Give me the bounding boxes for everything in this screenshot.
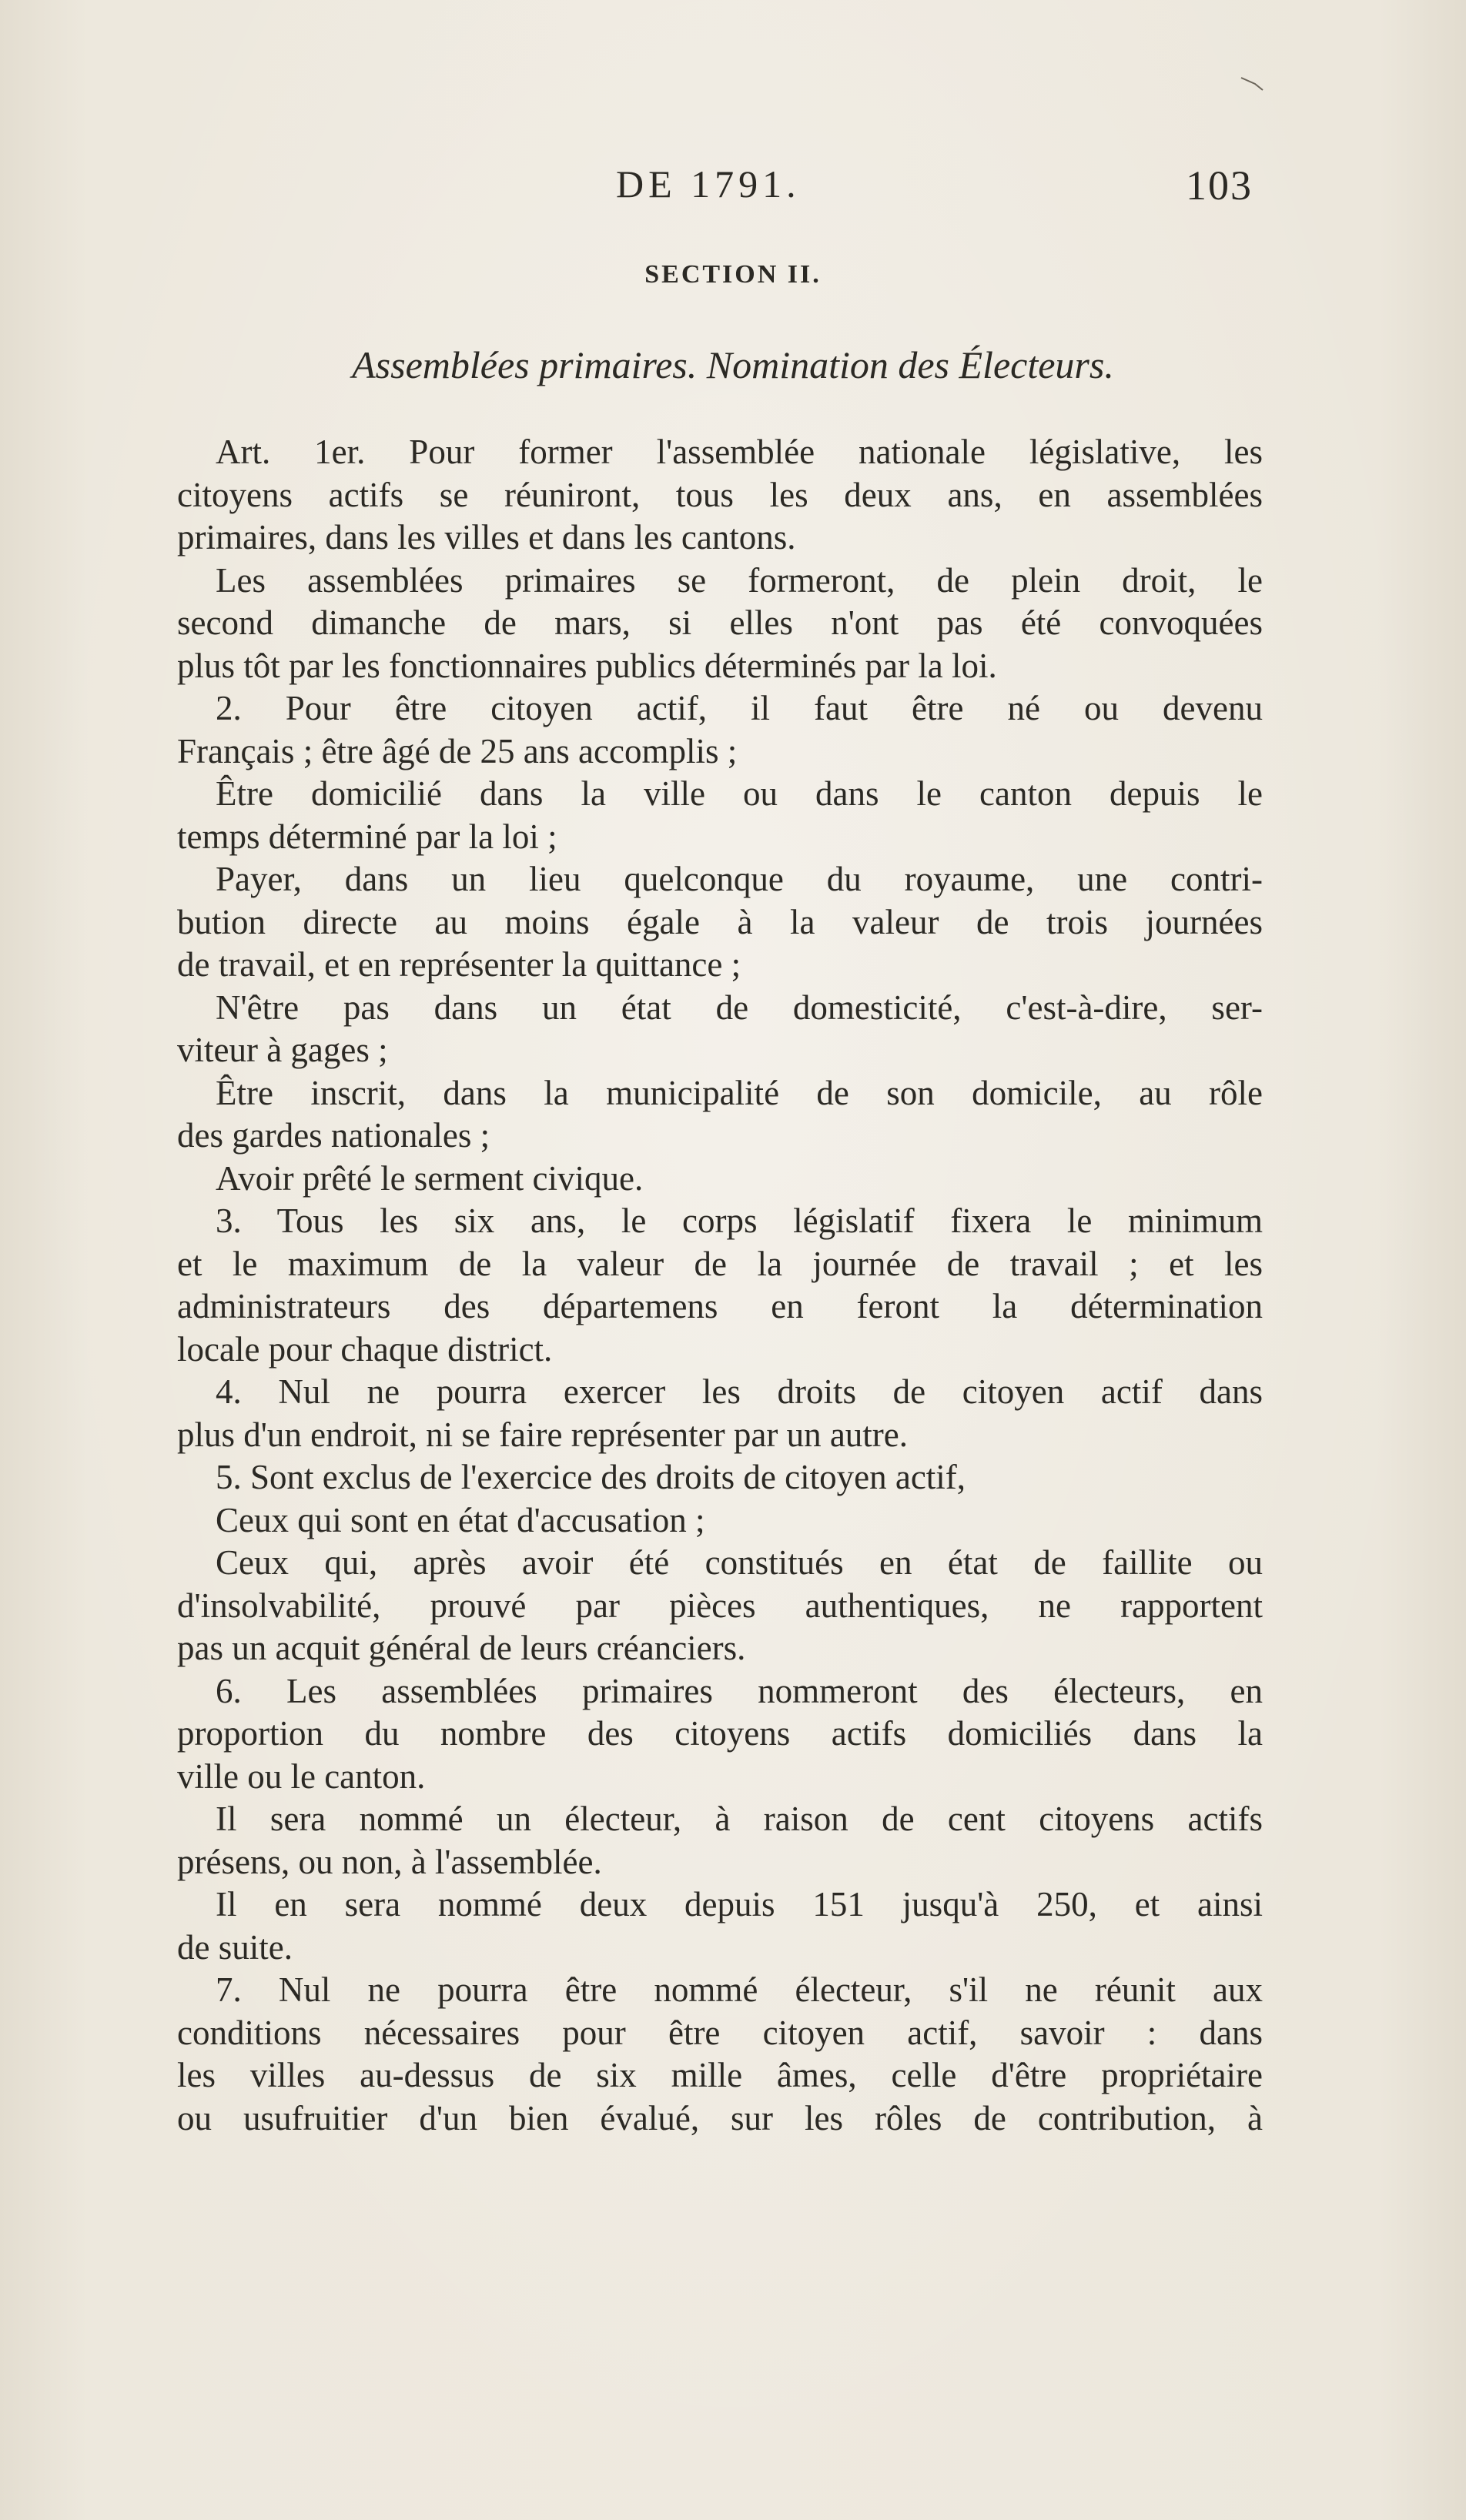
text-line: proportion du nombre des citoyens actifs domiciliés dans la <box>177 1714 1263 1753</box>
text-line: Être domicilié dans la ville ou dans le canton depuis le <box>216 774 1263 813</box>
text-line: 4. Nul ne pourra exercer les droits de citoyen actif dans <box>216 1372 1263 1411</box>
text-line: de travail, et en représenter la quittance ; <box>177 945 741 984</box>
ink-mark-icon <box>1240 73 1270 96</box>
text-line: Art. 1er. Pour former l'assemblée nationale législative, les <box>216 433 1263 471</box>
text-line: locale pour chaque district. <box>177 1329 553 1369</box>
text-line: de suite. <box>177 1927 293 1967</box>
text-line: plus tôt par les fonctionnaires publics déterminés par la loi. <box>177 646 997 685</box>
text-line: viteur à gages ; <box>177 1031 388 1069</box>
text-line: second dimanche de mars, si elles n'ont pas été convoquées <box>177 603 1263 642</box>
text-line: N'être pas dans un état de domesticité, c'est-à-dire, ser- <box>216 988 1263 1027</box>
text-line: 5. Sont exclus de l'exercice des droits de citoyen actif, <box>216 1458 966 1496</box>
running-title: DE 1791. <box>616 162 801 206</box>
page-number: 103 <box>1186 162 1253 209</box>
section-subtitle: Assemblées primaires. Nomination des Électeurs. <box>352 343 1114 386</box>
text-line: les villes au-dessus de six mille âmes, celle d'être propriétaire <box>177 2056 1263 2094</box>
body-text <box>177 431 1263 2140</box>
text-line: Avoir prêté le serment civique. <box>216 1158 644 1198</box>
text-line: bution directe au moins égale à la valeur de trois journées <box>177 902 1263 941</box>
text-line: 3. Tous les six ans, le corps législatif fixera le minimum <box>216 1202 1263 1240</box>
text-line: Il en sera nommé deux depuis 151 jusqu'à 250, et ainsi <box>216 1885 1263 1923</box>
text-line: Français ; être âgé de 25 ans accomplis ; <box>177 731 738 770</box>
text-line: administrateurs des départemens en feront la détermination <box>177 1287 1263 1325</box>
text-line: Ceux qui, après avoir été constitués en état de faillite ou <box>216 1543 1263 1582</box>
text-line: plus d'un endroit, ni se faire représenter par un autre. <box>177 1415 908 1454</box>
text-line: Payer, dans un lieu quelconque du royaume, une contri- <box>216 860 1263 898</box>
text-line: 2. Pour être citoyen actif, il faut être né ou devenu <box>216 689 1263 727</box>
text-line: conditions nécessaires pour être citoyen actif, savoir : dans <box>177 2013 1263 2052</box>
text-line: Les assemblées primaires se formeront, de plein droit, le <box>216 560 1263 600</box>
text-line: et le maximum de la valeur de la journée de travail ; et les <box>177 1244 1263 1283</box>
text-line: présens, ou non, à l'assemblée. <box>177 1842 602 1881</box>
text-line: primaires, dans les villes et dans les cantons. <box>177 518 796 556</box>
text-line: Ceux qui sont en état d'accusation ; <box>216 1500 705 1539</box>
text-line: citoyens actifs se réuniront, tous les deux ans, en assemblées <box>177 475 1263 514</box>
section-heading: SECTION II. <box>644 260 822 289</box>
text-line: Être inscrit, dans la municipalité de son domicile, au rôle <box>216 1073 1263 1112</box>
text-line: pas un acquit général de leurs créanciers. <box>177 1629 746 1667</box>
text-line: 7. Nul ne pourra être nommé électeur, s'il ne réunit aux <box>216 1970 1263 2009</box>
text-line: ville ou le canton. <box>177 1756 426 1796</box>
text-line: 6. Les assemblées primaires nommeront des électeurs, en <box>216 1671 1263 1710</box>
text-line: ou usufruitier d'un bien évalué, sur les rôles de contribution, à <box>177 2098 1263 2137</box>
text-line: temps déterminé par la loi ; <box>177 817 557 856</box>
text-line: Il sera nommé un électeur, à raison de cent citoyens actifs <box>216 1800 1263 1838</box>
running-head <box>0 162 1466 208</box>
text-line: d'insolvabilité, prouvé par pièces authentiques, ne rapportent <box>177 1586 1263 1625</box>
text-line: des gardes nationales ; <box>177 1116 490 1155</box>
